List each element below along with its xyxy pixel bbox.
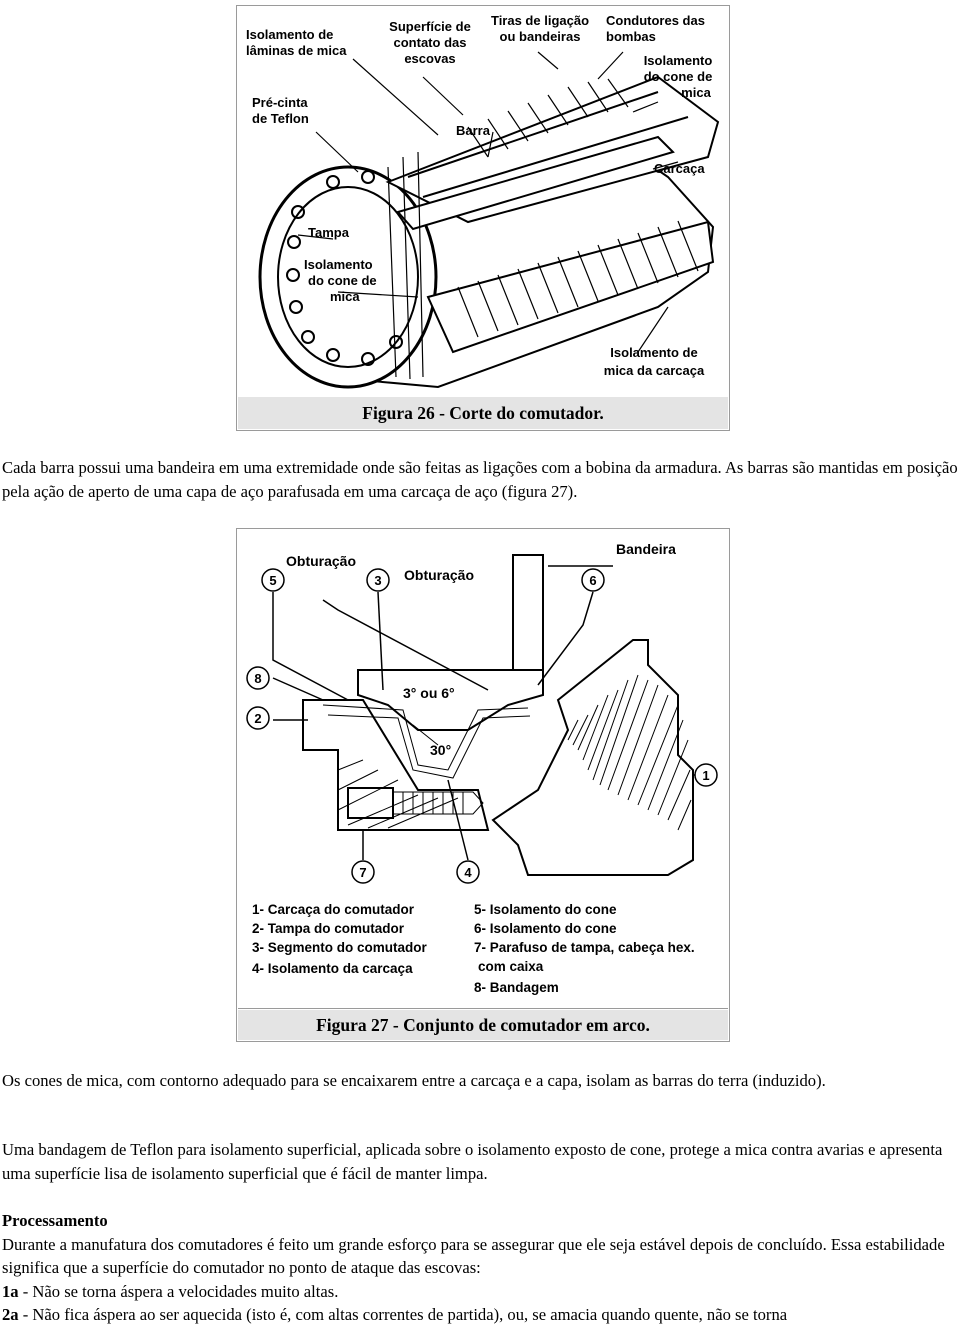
label-isolamento-mica-carcaca: Isolamento de mica da carcaça xyxy=(603,345,705,378)
callout-3: 3 xyxy=(374,573,382,588)
callout-4: 4 xyxy=(464,865,472,880)
legend-right-8: 8- Bandagem xyxy=(474,980,559,995)
figure-27-illustration xyxy=(238,530,728,1009)
legend-right-7: 7- Parafuso de tampa, cabeça hex. xyxy=(474,940,695,955)
label-superficie-contato: Superfície de contato das escovas xyxy=(389,19,471,66)
list-item xyxy=(2,1280,958,1304)
callout-8: 8 xyxy=(254,671,262,686)
label-isolamento-cone-top: Isolamento do cone de mica xyxy=(643,53,713,100)
figure-27-caption: Figura 27 - Conjunto de comutador em arco. xyxy=(238,1010,728,1040)
legend-left-2: 2- Tampa do comutador xyxy=(252,921,405,936)
label-condutores-bombas: Condutores das bombas xyxy=(606,13,705,44)
list-item-number: 1a xyxy=(2,1281,19,1301)
commutator-cutaway-drawing xyxy=(238,7,728,397)
callout-5: 5 xyxy=(269,573,277,588)
figure-26-caption: Figura 26 - Corte do comutador. xyxy=(238,397,728,429)
figure-26 xyxy=(236,5,730,431)
callout-7: 7 xyxy=(359,865,367,880)
list-item-text: - Não fica áspera ao ser aquecida (isto é, com altas correntes de partida), ou, se amacia quando quente, não se torna xyxy=(18,1305,788,1324)
label-isolamento-cone-left: Isolamento do cone de mica xyxy=(304,257,377,304)
callout-6: 6 xyxy=(589,573,597,588)
label-angle-small: 3° ou 6° xyxy=(403,685,455,701)
callout-2: 2 xyxy=(254,711,262,726)
label-barra: Barra xyxy=(456,123,490,138)
legend-left-1: 1- Carcaça do comutador xyxy=(252,902,415,917)
list-item-text: - Não se torna áspera a velocidades muito altas. xyxy=(18,1281,339,1301)
label-obturacao-right: Obturação xyxy=(404,567,475,583)
label-carcaca: Carcaça xyxy=(654,161,705,176)
paragraph-bars-flags: Cada barra possui uma bandeira em uma extremidade onde são feitas as ligações com a bobina da armadura. As barras são mantidas em posição pela ação de aperto de uma capa de aço parafusada em uma carcaça de aço (figura 27). xyxy=(2,458,958,501)
label-bandeira: Bandeira xyxy=(616,541,676,557)
legend-right-7-cont: com caixa xyxy=(478,959,544,974)
label-pre-cinta: Pré-cinta de Teflon xyxy=(252,95,309,126)
legend-right-5: 5- Isolamento do cone xyxy=(474,902,617,917)
label-tampa: Tampa xyxy=(308,225,349,240)
paragraph-teflon-band: Uma bandagem de Teflon para isolamento superficial, aplicada sobre o isolamento exposto de cone, protege a mica contra avarias e apresenta uma superfície lisa de isolamento superficial que é fácil de manter limpa. xyxy=(2,1140,943,1183)
legend-left-3: 3- Segmento do comutador xyxy=(252,940,427,955)
callout-1: 1 xyxy=(702,768,710,783)
paragraph-mica-cones: Os cones de mica, com contorno adequado para se encaixarem entre a carcaça e a capa, isolam as barras do terra (induzido). xyxy=(2,1071,826,1090)
legend-right-6: 6- Isolamento do cone xyxy=(474,921,617,936)
figure-26-illustration xyxy=(238,7,728,398)
figure-27-legend xyxy=(252,902,695,995)
label-obturacao-left: Obturação xyxy=(286,553,357,569)
list-item xyxy=(2,1303,958,1327)
arc-commutator-section-drawing xyxy=(238,530,728,1008)
list-item-number: 2a xyxy=(2,1305,19,1324)
legend-left-4: 4- Isolamento da carcaça xyxy=(252,961,413,976)
label-angle-30: 30° xyxy=(430,742,452,758)
section-heading: Processamento xyxy=(2,1211,108,1230)
processamento-text: Durante a manufatura dos comutadores é feito um grande esforço para se assegurar que ele seja estável depois de concluído. Essa estabilidade significa que a superfície do comutador no ponto de ataque das escovas: xyxy=(2,1234,945,1277)
figure-27 xyxy=(236,528,730,1042)
label-tiras-ligacao: Tiras de ligação ou bandeiras xyxy=(490,13,590,44)
label-isolamento-laminas: Isolamento de lâminas de mica xyxy=(246,27,347,58)
processamento-section xyxy=(2,1209,958,1327)
